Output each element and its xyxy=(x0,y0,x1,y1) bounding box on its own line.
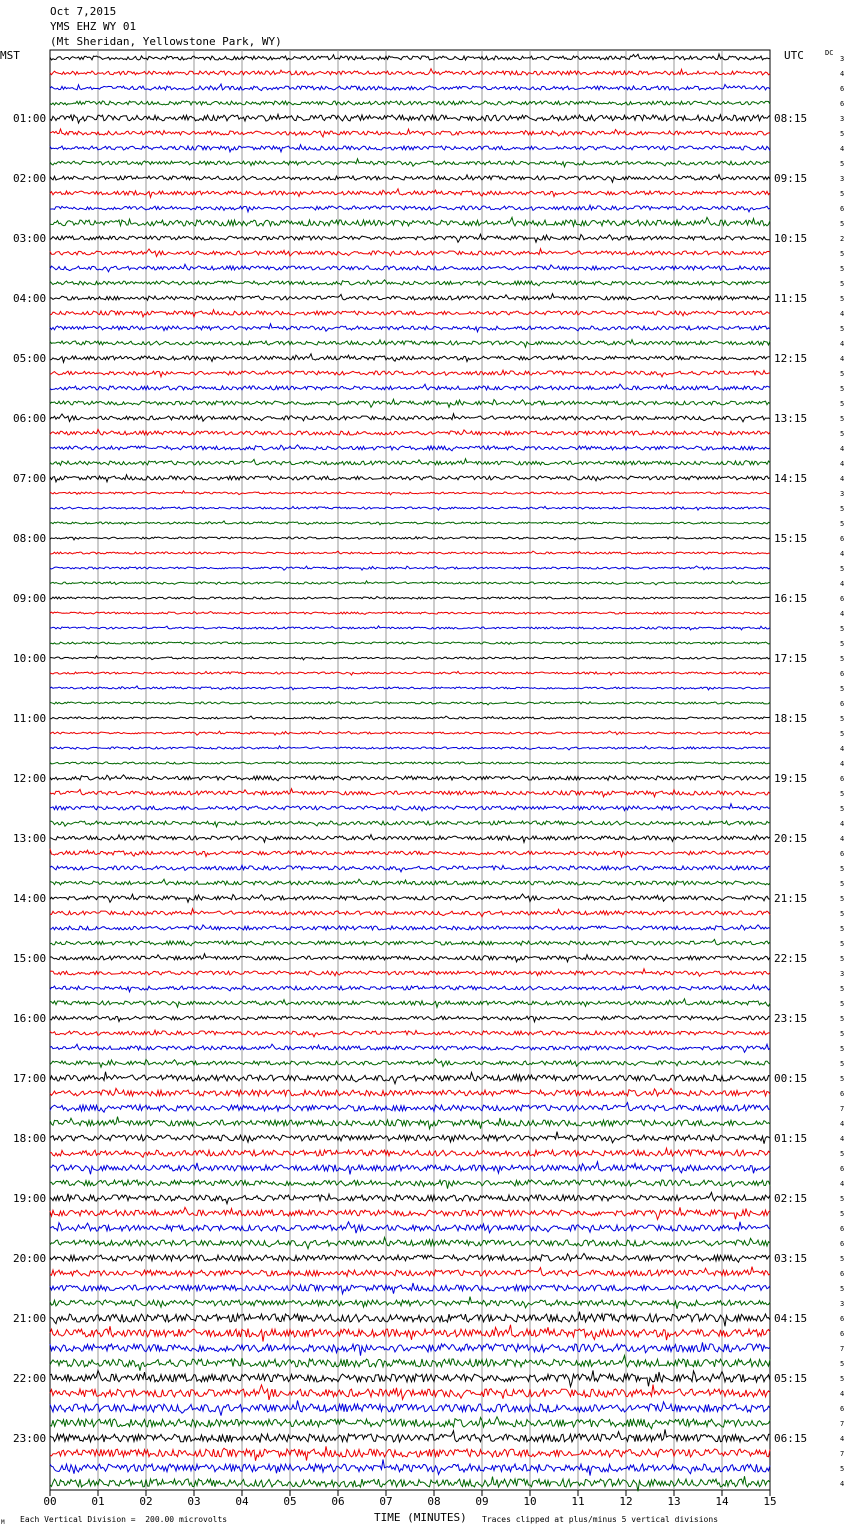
seismic-trace xyxy=(50,354,770,363)
dc-value: 3 xyxy=(840,970,845,978)
seismic-trace xyxy=(50,1342,770,1355)
dc-value: 5 xyxy=(840,520,845,528)
dc-value: 5 xyxy=(840,865,845,873)
mst-hour-label: 23:00 xyxy=(13,1432,47,1445)
mst-hour-label: 10:00 xyxy=(13,652,47,665)
seismic-trace xyxy=(50,159,770,167)
seismic-trace xyxy=(50,1072,770,1084)
seismic-trace xyxy=(50,445,770,451)
left-timezone-label: MST xyxy=(0,49,20,62)
mst-hour-label: 15:00 xyxy=(13,952,47,965)
dc-value: 6 xyxy=(840,1225,845,1233)
seismic-trace xyxy=(50,234,770,242)
x-tick-label: 15 xyxy=(763,1495,777,1508)
dc-value: 6 xyxy=(840,85,845,93)
mst-hour-label: 06:00 xyxy=(13,412,47,425)
seismic-trace xyxy=(50,969,770,976)
dc-value: 4 xyxy=(840,475,845,483)
seismic-trace xyxy=(50,925,770,930)
dc-value: 3 xyxy=(840,1300,845,1308)
dc-value: 5 xyxy=(840,1210,845,1218)
dc-value: 5 xyxy=(840,295,845,303)
dc-value: 4 xyxy=(840,760,845,768)
mst-hour-label: 11:00 xyxy=(13,712,47,725)
seismic-trace xyxy=(50,294,770,301)
dc-value: 5 xyxy=(840,1285,845,1293)
seismic-trace xyxy=(50,491,770,495)
dc-value: 4 xyxy=(840,820,845,828)
seismic-trace xyxy=(50,746,770,750)
dc-value: 5 xyxy=(840,1060,845,1068)
x-tick-label: 02 xyxy=(139,1495,153,1508)
seismic-trace xyxy=(50,849,770,857)
seismic-trace xyxy=(50,414,770,422)
mst-hour-label: 05:00 xyxy=(13,352,47,365)
dc-value: 5 xyxy=(840,400,845,408)
seismic-trace xyxy=(50,399,770,407)
seismic-trace xyxy=(50,1162,770,1175)
plot-date: Oct 7,2015 xyxy=(50,5,117,18)
utc-hour-label: 10:15 xyxy=(774,232,808,245)
dc-value: 5 xyxy=(840,895,845,903)
seismic-trace xyxy=(50,1237,770,1248)
utc-hour-label: 01:15 xyxy=(774,1132,808,1145)
utc-hour-label: 22:15 xyxy=(774,952,808,965)
seismic-trace xyxy=(50,731,770,735)
seismic-trace xyxy=(50,1325,770,1342)
seismic-trace xyxy=(50,985,770,992)
seismic-trace xyxy=(50,1088,770,1096)
utc-hour-label: 04:15 xyxy=(774,1312,808,1325)
seismic-trace xyxy=(50,1401,770,1416)
dc-value: 6 xyxy=(840,1165,845,1173)
seismic-trace xyxy=(50,84,770,91)
dc-value: 5 xyxy=(840,880,845,888)
x-tick-label: 00 xyxy=(43,1495,57,1508)
dc-value: 4 xyxy=(840,745,845,753)
dc-value: 5 xyxy=(840,1075,845,1083)
dc-value: 5 xyxy=(840,1375,845,1383)
dc-value: 5 xyxy=(840,790,845,798)
dc-value: 5 xyxy=(840,1360,845,1368)
dc-value: 6 xyxy=(840,100,845,108)
seismic-trace xyxy=(50,1207,770,1219)
dc-value: 3 xyxy=(840,490,845,498)
seismic-trace xyxy=(50,865,770,872)
utc-hour-label: 18:15 xyxy=(774,712,808,725)
utc-hour-label: 23:15 xyxy=(774,1012,808,1025)
dc-value: 4 xyxy=(840,310,845,318)
mst-hour-label: 04:00 xyxy=(13,292,47,305)
utc-hour-label: 20:15 xyxy=(774,832,808,845)
dc-value: 5 xyxy=(840,955,845,963)
mst-hour-label: 09:00 xyxy=(13,592,47,605)
utc-hour-label: 02:15 xyxy=(774,1192,808,1205)
dc-value: 5 xyxy=(840,910,845,918)
seismic-trace xyxy=(50,217,770,226)
mst-hour-label: 14:00 xyxy=(13,892,47,905)
scale-note: Each Vertical Division = 200.00 microvolts xyxy=(20,1515,228,1524)
dc-value: 7 xyxy=(840,1345,845,1353)
dc-value: 4 xyxy=(840,1390,845,1398)
seismic-trace xyxy=(50,1356,770,1371)
seismic-trace xyxy=(50,612,770,615)
seismic-trace xyxy=(50,1059,770,1067)
seismic-trace xyxy=(50,384,770,390)
seismic-trace xyxy=(50,1385,770,1400)
dc-value: 5 xyxy=(840,1465,845,1473)
dc-value: 7 xyxy=(840,1105,845,1113)
seismic-trace xyxy=(50,642,770,644)
seismic-trace xyxy=(50,69,770,75)
mst-hour-label: 18:00 xyxy=(13,1132,47,1145)
x-tick-label: 13 xyxy=(667,1495,681,1508)
seismic-trace xyxy=(50,626,770,630)
seismic-trace xyxy=(50,551,770,554)
mst-hour-label: 13:00 xyxy=(13,832,47,845)
seismic-trace xyxy=(50,581,770,585)
seismic-trace xyxy=(50,1312,770,1327)
dc-value: 5 xyxy=(840,505,845,513)
x-tick-label: 08 xyxy=(427,1495,441,1508)
station-location: (Mt Sheridan, Yellowstone Park, WY) xyxy=(50,35,282,48)
mst-hour-label: 20:00 xyxy=(13,1252,47,1265)
seismic-trace xyxy=(50,1192,770,1203)
dc-value: 7 xyxy=(840,1420,845,1428)
utc-hour-label: 08:15 xyxy=(774,112,808,125)
seismic-trace xyxy=(50,340,770,348)
seismic-trace xyxy=(50,310,770,317)
x-tick-label: 07 xyxy=(379,1495,393,1508)
mst-hour-label: 07:00 xyxy=(13,472,47,485)
dc-value: 5 xyxy=(840,1045,845,1053)
dc-value: 4 xyxy=(840,610,845,618)
seismic-trace xyxy=(50,54,770,60)
corner-mark: M xyxy=(1,1519,5,1526)
dc-value: 5 xyxy=(840,715,845,723)
dc-value: 5 xyxy=(840,625,845,633)
station-code: YMS EHZ WY 01 xyxy=(50,20,137,33)
dc-value: 4 xyxy=(840,1120,845,1128)
seismic-trace xyxy=(50,1016,770,1022)
seismic-trace xyxy=(50,205,770,212)
utc-hour-label: 00:15 xyxy=(774,1072,808,1085)
dc-value: 6 xyxy=(840,775,845,783)
seismic-trace xyxy=(50,459,770,466)
seismic-trace xyxy=(50,954,770,962)
dc-value: 5 xyxy=(840,730,845,738)
dc-value: 6 xyxy=(840,595,845,603)
mst-hour-label: 16:00 xyxy=(13,1012,47,1025)
seismic-trace xyxy=(50,686,770,690)
seismic-trace xyxy=(50,775,770,781)
utc-hour-label: 13:15 xyxy=(774,412,808,425)
dc-value: 5 xyxy=(840,415,845,423)
utc-hour-label: 03:15 xyxy=(774,1252,808,1265)
dc-value: 4 xyxy=(840,145,845,153)
dc-value: 6 xyxy=(840,1270,845,1278)
seismic-trace xyxy=(50,1429,770,1442)
seismic-trace xyxy=(50,1103,770,1113)
mst-hour-label: 21:00 xyxy=(13,1312,47,1325)
seismic-trace xyxy=(50,280,770,286)
seismic-trace xyxy=(50,324,770,332)
dc-value: 5 xyxy=(840,190,845,198)
dc-value: 5 xyxy=(840,1015,845,1023)
mst-hour-label: 12:00 xyxy=(13,772,47,785)
mst-hour-label: 19:00 xyxy=(13,1192,47,1205)
dc-value: 4 xyxy=(840,1435,845,1443)
seismic-trace xyxy=(50,1117,770,1129)
seismic-trace xyxy=(50,114,770,123)
utc-hour-label: 19:15 xyxy=(774,772,808,785)
dc-value: 5 xyxy=(840,370,845,378)
dc-value: 7 xyxy=(840,1450,845,1458)
dc-value: 5 xyxy=(840,925,845,933)
dc-value: 5 xyxy=(840,280,845,288)
dc-value: 5 xyxy=(840,265,845,273)
dc-value: 5 xyxy=(840,1150,845,1158)
dc-value: 4 xyxy=(840,460,845,468)
seismic-trace xyxy=(50,835,770,843)
seismic-trace xyxy=(50,189,770,198)
dc-value: 6 xyxy=(840,1240,845,1248)
seismic-trace xyxy=(50,597,770,600)
mst-hour-label: 17:00 xyxy=(13,1072,47,1085)
seismic-trace xyxy=(50,762,770,765)
x-tick-label: 04 xyxy=(235,1495,249,1508)
dc-value: 5 xyxy=(840,565,845,573)
dc-value: 4 xyxy=(840,1180,845,1188)
utc-hour-label: 09:15 xyxy=(774,172,808,185)
dc-value: 4 xyxy=(840,70,845,78)
dc-value: 5 xyxy=(840,805,845,813)
dc-value: 5 xyxy=(840,430,845,438)
dc-value: 5 xyxy=(840,1000,845,1008)
dc-value: 5 xyxy=(840,130,845,138)
dc-value: 5 xyxy=(840,385,845,393)
x-tick-label: 06 xyxy=(331,1495,345,1508)
x-tick-label: 10 xyxy=(523,1495,537,1508)
dc-value: 4 xyxy=(840,1135,845,1143)
dc-value: 6 xyxy=(840,1330,845,1338)
seismic-trace xyxy=(50,129,770,137)
x-tick-label: 09 xyxy=(475,1495,489,1508)
dc-value: 3 xyxy=(840,115,845,123)
seismic-trace xyxy=(50,1180,770,1189)
mst-hour-label: 02:00 xyxy=(13,172,47,185)
dc-value: 5 xyxy=(840,250,845,258)
dc-value: 5 xyxy=(840,1030,845,1038)
dc-value: 6 xyxy=(840,205,845,213)
x-tick-label: 12 xyxy=(619,1495,633,1508)
utc-hour-label: 12:15 xyxy=(774,352,808,365)
seismic-trace xyxy=(50,909,770,917)
x-tick-label: 14 xyxy=(715,1495,729,1508)
dc-value: 4 xyxy=(840,445,845,453)
seismic-trace xyxy=(50,521,770,525)
seismic-trace xyxy=(50,370,770,377)
utc-hour-label: 11:15 xyxy=(774,292,808,305)
seismic-trace xyxy=(50,537,770,540)
right-timezone-label: UTC xyxy=(784,49,804,62)
utc-hour-label: 06:15 xyxy=(774,1432,808,1445)
seismic-trace xyxy=(50,475,770,482)
dc-value: 6 xyxy=(840,670,845,678)
seismic-trace xyxy=(50,656,770,660)
seismic-trace xyxy=(50,175,770,183)
dc-value: 5 xyxy=(840,985,845,993)
x-tick-label: 11 xyxy=(571,1495,585,1508)
dc-value: 5 xyxy=(840,655,845,663)
seismic-trace xyxy=(50,939,770,945)
dc-value: 2 xyxy=(840,235,845,243)
mst-hour-label: 08:00 xyxy=(13,532,47,545)
seismic-trace xyxy=(50,671,770,675)
dc-value: 4 xyxy=(840,550,845,558)
utc-hour-label: 21:15 xyxy=(774,892,808,905)
seismic-trace xyxy=(50,804,770,811)
dc-value: 4 xyxy=(840,580,845,588)
seismic-trace xyxy=(50,249,770,257)
dc-value: 4 xyxy=(840,340,845,348)
x-axis-title: TIME (MINUTES) xyxy=(374,1511,467,1524)
dc-value: 6 xyxy=(840,1090,845,1098)
x-tick-label: 05 xyxy=(283,1495,297,1508)
x-tick-label: 01 xyxy=(91,1495,105,1508)
seismic-trace xyxy=(50,1132,770,1144)
seismic-trace xyxy=(50,1460,770,1476)
utc-hour-label: 14:15 xyxy=(774,472,808,485)
seismic-trace xyxy=(50,1253,770,1262)
dc-value: 5 xyxy=(840,1195,845,1203)
seismic-trace xyxy=(50,1371,770,1387)
seismic-trace xyxy=(50,429,770,435)
seismic-trace xyxy=(50,1030,770,1037)
seismic-trace xyxy=(50,1476,770,1491)
dc-value: 6 xyxy=(840,700,845,708)
dc-value: 6 xyxy=(840,1315,845,1323)
dc-value: 4 xyxy=(840,835,845,843)
dc-value: 3 xyxy=(840,55,845,63)
seismic-trace xyxy=(50,566,770,570)
utc-hour-label: 17:15 xyxy=(774,652,808,665)
dc-value: 4 xyxy=(840,355,845,363)
dc-value: 6 xyxy=(840,850,845,858)
dc-value: 6 xyxy=(840,535,845,543)
dc-value: 5 xyxy=(840,220,845,228)
seismic-trace xyxy=(50,1148,770,1157)
dc-value: 5 xyxy=(840,640,845,648)
seismic-trace xyxy=(50,1267,770,1277)
seismic-trace xyxy=(50,999,770,1008)
seismic-trace xyxy=(50,821,770,827)
dc-value: 3 xyxy=(840,175,845,183)
seismic-trace xyxy=(50,789,770,797)
dc-value: 5 xyxy=(840,940,845,948)
seismic-trace xyxy=(50,1297,770,1309)
dc-value: 4 xyxy=(840,1480,845,1488)
seismic-trace xyxy=(50,1283,770,1294)
seismic-trace xyxy=(50,716,770,719)
dc-value: 6 xyxy=(840,1405,845,1413)
seismic-trace xyxy=(50,1044,770,1052)
seismic-trace xyxy=(50,101,770,105)
seismic-trace xyxy=(50,702,770,705)
dc-column-label: DC xyxy=(825,49,834,57)
mst-hour-label: 01:00 xyxy=(13,112,47,125)
mst-hour-label: 03:00 xyxy=(13,232,47,245)
utc-hour-label: 16:15 xyxy=(774,592,808,605)
seismic-trace xyxy=(50,145,770,152)
dc-value: 5 xyxy=(840,160,845,168)
seismic-trace xyxy=(50,879,770,885)
seismic-trace xyxy=(50,894,770,902)
dc-value: 5 xyxy=(840,1255,845,1263)
seismic-trace xyxy=(50,506,770,510)
dc-value: 5 xyxy=(840,325,845,333)
dc-value: 5 xyxy=(840,685,845,693)
utc-hour-label: 05:15 xyxy=(774,1372,808,1385)
seismic-trace xyxy=(50,1446,770,1460)
seismic-trace xyxy=(50,1222,770,1234)
seismic-trace xyxy=(50,264,770,272)
clip-note: Traces clipped at plus/minus 5 vertical divisions xyxy=(482,1515,719,1524)
utc-hour-label: 15:15 xyxy=(774,532,808,545)
mst-hour-label: 22:00 xyxy=(13,1372,47,1385)
x-tick-label: 03 xyxy=(187,1495,201,1508)
seismic-trace xyxy=(50,1417,770,1429)
